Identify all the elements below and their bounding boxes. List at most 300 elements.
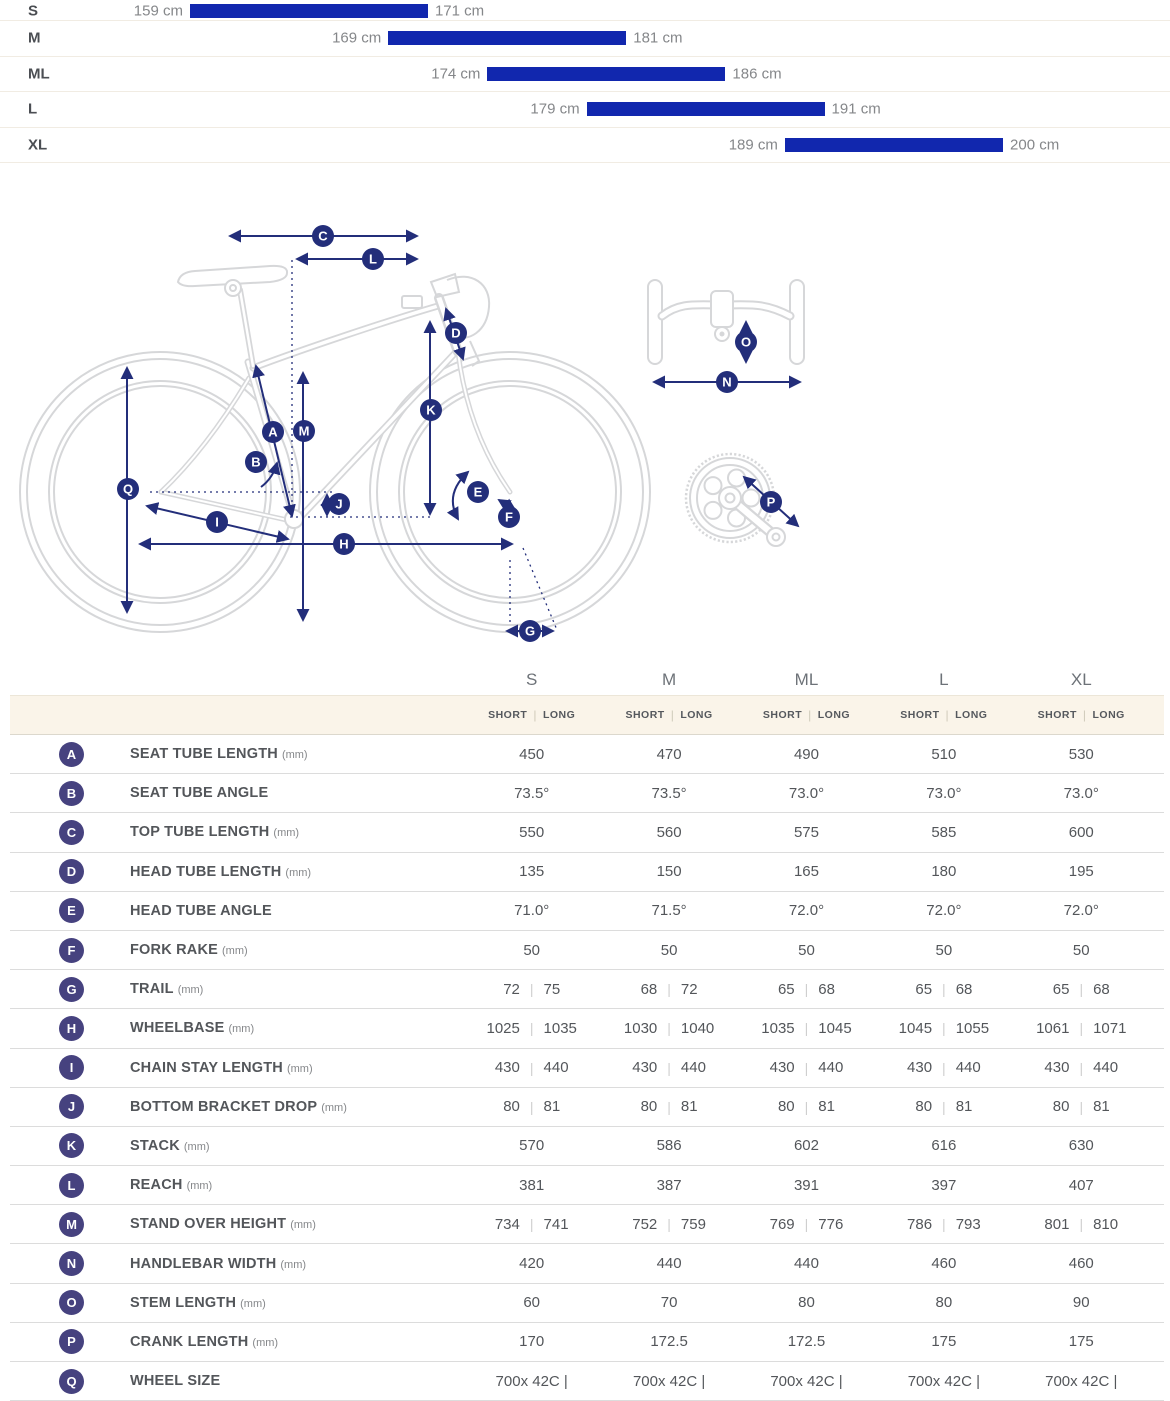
svg-text:B: B: [251, 454, 261, 470]
value-cell: [600, 1216, 737, 1233]
marker-badge-c: [312, 225, 334, 247]
value-short: 80: [1052, 1098, 1070, 1116]
value: 585: [931, 823, 957, 841]
value-long: 68: [1093, 980, 1110, 998]
value-separator: |: [942, 1020, 946, 1037]
value: 90: [1072, 1294, 1090, 1312]
table-fit-header-row: [10, 695, 1164, 735]
value-long: 1035: [543, 1019, 577, 1037]
row-letter-badge: C: [59, 820, 84, 845]
fit-long-label: LONG: [680, 709, 713, 721]
row-label-cell: [130, 902, 463, 920]
value-cell: [463, 1098, 600, 1115]
row-letter-badge: L: [59, 1173, 84, 1198]
value-cell: [738, 1020, 875, 1037]
value-cell: [875, 1059, 1012, 1076]
height-min-label: 189 cm: [728, 136, 778, 154]
row-unit: (mm): [286, 1062, 313, 1075]
height-min-label: 174 cm: [431, 65, 481, 83]
row-label-cell: [130, 1333, 463, 1351]
height-range-bar: [190, 4, 428, 18]
svg-text:D: D: [451, 325, 461, 341]
table-row-q: [10, 1362, 1164, 1401]
fit-separator: |: [945, 708, 950, 722]
marker-badge-l: [362, 248, 384, 270]
value-separator: |: [804, 1020, 809, 1037]
value: 550: [519, 823, 545, 841]
value-separator: |: [667, 1059, 671, 1076]
value: 470: [656, 745, 682, 763]
table-size-header-row: [10, 665, 1164, 695]
value: 586: [656, 1137, 682, 1155]
size-label: XL: [28, 136, 48, 154]
value: 73.0°: [1063, 784, 1099, 802]
value-cell: [463, 1294, 600, 1311]
value-short: 80: [777, 1098, 795, 1116]
value-short: 769: [769, 1215, 795, 1233]
value: 700x 42C |: [632, 1372, 706, 1390]
value-short: 65: [1052, 980, 1070, 998]
value: 195: [1068, 863, 1094, 881]
value-cell: [463, 863, 600, 880]
value-cell: [738, 1137, 875, 1154]
value-cell: [738, 1333, 875, 1350]
value-cell: [738, 824, 875, 841]
value-short: 801: [1044, 1215, 1070, 1233]
height-max-label: 171 cm: [434, 2, 485, 20]
row-unit: (mm): [186, 1180, 213, 1193]
table-row-f: [10, 931, 1164, 970]
value-separator: |: [1079, 1059, 1084, 1076]
table-row-o: [10, 1284, 1164, 1323]
svg-text:I: I: [215, 514, 219, 530]
value-cell: [463, 1255, 600, 1272]
height-row-S: [0, 0, 1170, 21]
value-short: 1030: [623, 1019, 658, 1037]
value-cell: [875, 746, 1012, 763]
value-short: 80: [640, 1098, 658, 1116]
value-cell: [600, 1373, 737, 1390]
svg-text:F: F: [505, 509, 513, 525]
value-long: 741: [543, 1215, 569, 1233]
value-long: 81: [543, 1098, 561, 1116]
row-label: FORK RAKE: [130, 942, 218, 959]
value-separator: |: [667, 1216, 671, 1233]
row-label: HEAD TUBE ANGLE: [130, 902, 272, 919]
size-header-M: M: [662, 670, 677, 689]
height-row-M: [0, 21, 1170, 57]
svg-text:O: O: [740, 334, 752, 350]
row-label: REACH: [130, 1177, 183, 1194]
height-row-XL: [0, 128, 1170, 164]
fit-header-cell: [600, 708, 737, 722]
row-unit: (mm): [290, 1219, 316, 1232]
value-cell: [600, 942, 737, 959]
value-cell: [738, 1294, 875, 1311]
value-cell: [600, 1294, 737, 1311]
value: 700x 42C |: [907, 1372, 980, 1390]
value-cell: [1013, 1059, 1150, 1076]
value-long: 81: [680, 1098, 698, 1116]
value-cell: [875, 863, 1012, 880]
value-cell: [463, 1020, 600, 1037]
value: 172.5: [787, 1333, 826, 1351]
value-long: 776: [818, 1215, 844, 1233]
value: 73.5°: [651, 784, 687, 802]
row-label: SEAT TUBE ANGLE: [130, 785, 269, 802]
svg-text:E: E: [473, 484, 483, 500]
value-cell: [738, 785, 875, 802]
height-range-bar: [785, 138, 1003, 152]
row-label-cell: [130, 1059, 463, 1077]
value: 150: [656, 863, 682, 881]
value-cell: [463, 1216, 600, 1233]
row-unit: (mm): [285, 866, 312, 879]
value-long: 81: [1093, 1098, 1110, 1116]
value-separator: |: [804, 1059, 809, 1076]
value-short: 1045: [898, 1019, 933, 1037]
value-short: 68: [640, 980, 658, 998]
value-cell: [738, 1059, 875, 1076]
value-cell: [875, 942, 1012, 959]
value-cell: [875, 1177, 1012, 1194]
value-cell: [600, 785, 737, 802]
value-cell: [600, 1020, 737, 1037]
row-unit: (mm): [321, 1101, 347, 1114]
value: 165: [793, 863, 819, 881]
value-cell: [1013, 1333, 1150, 1350]
marker-badge-p: [760, 491, 782, 513]
row-letter-badge: H: [59, 1016, 84, 1041]
height-row-ML: [0, 57, 1170, 93]
value-separator: |: [804, 1216, 809, 1233]
value: 50: [798, 941, 815, 959]
row-letter-badge: D: [59, 859, 84, 884]
fit-short-label: SHORT: [762, 709, 803, 721]
value-short: 430: [907, 1059, 933, 1077]
row-unit: (mm): [281, 749, 308, 762]
value-cell: [1013, 1294, 1150, 1311]
value: 440: [656, 1255, 682, 1273]
value: 460: [931, 1255, 957, 1273]
table-row-c: [10, 813, 1164, 852]
value: 530: [1068, 745, 1094, 763]
svg-text:H: H: [339, 536, 349, 552]
value-cell: [875, 785, 1012, 802]
value-separator: |: [667, 1098, 671, 1115]
value-long: 440: [1093, 1059, 1119, 1077]
row-label: TOP TUBE LENGTH: [130, 824, 270, 841]
geometry-diagram-svg: [0, 170, 1170, 670]
table-row-i: [10, 1049, 1164, 1088]
value: 50: [660, 941, 678, 959]
fit-short-label: SHORT: [488, 709, 528, 721]
row-label-cell: [130, 863, 463, 881]
row-letter-badge: P: [59, 1329, 84, 1354]
svg-text:L: L: [369, 251, 377, 267]
value-cell: [1013, 1177, 1150, 1194]
value-long: 1055: [955, 1019, 990, 1037]
value-long: 440: [818, 1059, 844, 1077]
value-cell: [600, 981, 737, 998]
bike-outline: [20, 266, 804, 632]
value-separator: |: [667, 1020, 671, 1037]
value-long: 1040: [680, 1019, 715, 1037]
value-short: 1061: [1036, 1019, 1070, 1037]
size-header-ML: ML: [794, 670, 819, 689]
value: 391: [793, 1176, 819, 1194]
value: 700x 42C |: [770, 1372, 843, 1390]
value: 172.5: [650, 1333, 688, 1351]
value-cell: [1013, 1020, 1150, 1037]
marker-badge-b: [245, 451, 267, 473]
value: 575: [793, 823, 819, 841]
row-unit: (mm): [183, 1140, 210, 1153]
fit-short-label: SHORT: [625, 709, 665, 721]
value: 570: [519, 1137, 545, 1155]
size-label: ML: [28, 65, 50, 83]
construction-lines: [150, 260, 557, 630]
row-letter-badge: I: [59, 1055, 84, 1080]
marker-badge-h: [333, 533, 355, 555]
fit-short-label: SHORT: [1037, 709, 1077, 721]
row-label-cell: [130, 1294, 463, 1312]
marker-badge-f: [498, 506, 520, 528]
value-cell: [875, 1216, 1012, 1233]
value-long: 72: [680, 980, 698, 998]
marker-badge-g: [519, 620, 541, 642]
fit-short-label: SHORT: [900, 709, 940, 721]
value-short: 786: [907, 1215, 933, 1233]
value-cell: [1013, 824, 1150, 841]
table-row-g: [10, 970, 1164, 1009]
value: 397: [931, 1176, 957, 1194]
marker-badge-n: [716, 371, 738, 393]
value-long: 81: [955, 1098, 973, 1116]
row-unit: (mm): [228, 1023, 255, 1036]
value: 420: [519, 1255, 545, 1273]
value-long: 759: [680, 1215, 706, 1233]
height-range-bar: [388, 31, 626, 45]
value-separator: |: [1079, 1216, 1084, 1233]
row-unit: (mm): [177, 984, 204, 997]
value-cell: [738, 746, 875, 763]
value-long: 440: [543, 1059, 569, 1077]
table-row-m: [10, 1205, 1164, 1244]
svg-text:K: K: [426, 402, 436, 418]
fit-separator: |: [670, 708, 675, 722]
size-label: S: [28, 2, 39, 20]
bike-geometry-diagram: [0, 170, 1170, 670]
value-long: 1045: [818, 1019, 852, 1037]
row-label: STAND OVER HEIGHT: [130, 1216, 287, 1233]
value: 60: [523, 1294, 541, 1312]
row-letter-badge: G: [59, 977, 84, 1002]
marker-badge-j: [328, 493, 350, 515]
row-letter-badge: Q: [59, 1369, 84, 1394]
value-cell: [738, 1216, 875, 1233]
value-separator: |: [667, 981, 671, 998]
value: 381: [519, 1176, 545, 1194]
value-separator: |: [1079, 1098, 1084, 1115]
marker-badge-e: [467, 481, 489, 503]
value-cell: [600, 1059, 737, 1076]
value-cell: [875, 902, 1012, 919]
row-unit: (mm): [240, 1297, 266, 1310]
value-cell: [1013, 785, 1150, 802]
height-min-label: 179 cm: [530, 100, 580, 118]
value-short: 65: [915, 980, 933, 998]
svg-text:G: G: [524, 623, 536, 639]
height-max-label: 200 cm: [1010, 136, 1060, 154]
value-long: 68: [818, 980, 835, 998]
value: 175: [1068, 1333, 1094, 1351]
value-cell: [600, 1333, 737, 1350]
value-cell: [463, 902, 600, 919]
row-label: HEAD TUBE LENGTH: [130, 863, 282, 880]
value-cell: [1013, 1098, 1150, 1115]
value-cell: [738, 942, 875, 959]
svg-text:A: A: [268, 424, 278, 440]
value-long: 440: [680, 1059, 706, 1077]
value-cell: [600, 1177, 737, 1194]
table-row-e: [10, 892, 1164, 931]
geometry-table: [10, 665, 1164, 1401]
value-short: 430: [1044, 1059, 1070, 1077]
value-cell: [1013, 981, 1150, 998]
height-range-bar: [587, 102, 825, 116]
value-cell: [738, 981, 875, 998]
height-min-label: 159 cm: [133, 2, 183, 20]
value-cell: [600, 1137, 737, 1154]
value: 490: [793, 745, 819, 763]
marker-badge-d: [445, 322, 467, 344]
row-label-cell: [130, 784, 463, 802]
row-letter-badge: E: [59, 898, 84, 923]
height-row-L: [0, 92, 1170, 128]
value: 560: [656, 823, 682, 841]
table-row-k: [10, 1127, 1164, 1166]
fit-long-label: LONG: [817, 709, 851, 721]
row-unit: (mm): [280, 1258, 307, 1271]
marker-badge-i: [206, 511, 228, 533]
value-cell: [738, 1255, 875, 1272]
svg-text:Q: Q: [122, 481, 134, 497]
value: 80: [798, 1294, 815, 1312]
size-header-XL: XL: [1070, 670, 1092, 689]
value-cell: [600, 824, 737, 841]
value-long: 810: [1093, 1215, 1119, 1233]
row-unit: (mm): [252, 1336, 279, 1349]
height-range-bar: [487, 67, 725, 81]
value-separator: |: [942, 981, 946, 998]
dim-arrow-e: [453, 472, 468, 519]
value-long: 68: [955, 980, 973, 998]
value-short: 1035: [761, 1019, 795, 1037]
value-cell: [875, 1255, 1012, 1272]
table-row-d: [10, 853, 1164, 892]
row-label-cell: [130, 1019, 463, 1037]
value-cell: [875, 1137, 1012, 1154]
fit-long-label: LONG: [955, 709, 988, 721]
value-cell: [738, 1373, 875, 1390]
size-header-S: S: [526, 670, 538, 689]
value-cell: [738, 863, 875, 880]
fit-separator: |: [533, 708, 537, 722]
value-cell: [875, 1020, 1012, 1037]
table-row-b: [10, 774, 1164, 813]
row-letter-badge: J: [59, 1094, 84, 1119]
row-label: CRANK LENGTH: [130, 1333, 249, 1350]
value-long: 81: [818, 1098, 835, 1116]
row-label-cell: [130, 1215, 463, 1233]
value: 72.0°: [1063, 902, 1099, 920]
row-letter-badge: B: [59, 781, 84, 806]
value-short: 80: [915, 1098, 933, 1116]
fit-separator: |: [1082, 708, 1087, 722]
fit-long-label: LONG: [1092, 709, 1125, 721]
fit-header-cell: [463, 708, 600, 722]
row-label: TRAIL: [130, 981, 174, 998]
value-separator: |: [529, 981, 534, 998]
saddle: [178, 266, 287, 366]
value-separator: |: [529, 1059, 534, 1076]
table-row-p: [10, 1323, 1164, 1362]
value: 73.0°: [926, 784, 962, 802]
value: 387: [656, 1176, 682, 1194]
value-cell: [463, 981, 600, 998]
value-cell: [738, 902, 875, 919]
row-label: WHEEL SIZE: [130, 1373, 221, 1390]
value: 600: [1068, 823, 1094, 841]
row-letter-badge: O: [59, 1290, 84, 1315]
fit-header-cell: [1013, 708, 1150, 722]
value-cell: [875, 824, 1012, 841]
value-cell: [1013, 1216, 1150, 1233]
row-letter-badge: A: [59, 742, 84, 767]
value: 630: [1068, 1137, 1094, 1155]
row-label-cell: [130, 1176, 463, 1194]
value-short: 752: [632, 1215, 658, 1233]
value-cell: [1013, 1137, 1150, 1154]
size-label: L: [28, 100, 38, 118]
handlebar-top-view: [648, 280, 804, 364]
value: 700x 42C |: [495, 1372, 568, 1390]
value-cell: [600, 1098, 737, 1115]
value-cell: [600, 746, 737, 763]
table-row-a: [10, 735, 1164, 774]
value-cell: [875, 1294, 1012, 1311]
svg-text:N: N: [722, 374, 732, 390]
value-cell: [463, 824, 600, 841]
row-label-cell: [130, 1255, 463, 1273]
value: 80: [935, 1294, 953, 1312]
value-cell: [738, 1098, 875, 1115]
fit-long-label: LONG: [542, 709, 576, 721]
value-short: 72: [503, 980, 520, 998]
value: 175: [931, 1333, 957, 1351]
value-short: 80: [503, 1098, 520, 1116]
row-label-cell: [130, 745, 463, 763]
marker-badge-o: [735, 331, 757, 353]
value-short: 430: [494, 1059, 520, 1077]
value-separator: |: [804, 1098, 809, 1115]
value-cell: [738, 1177, 875, 1194]
value: 440: [793, 1255, 819, 1273]
value-cell: [600, 1255, 737, 1272]
svg-text:P: P: [766, 494, 776, 510]
row-label: STEM LENGTH: [130, 1294, 237, 1311]
